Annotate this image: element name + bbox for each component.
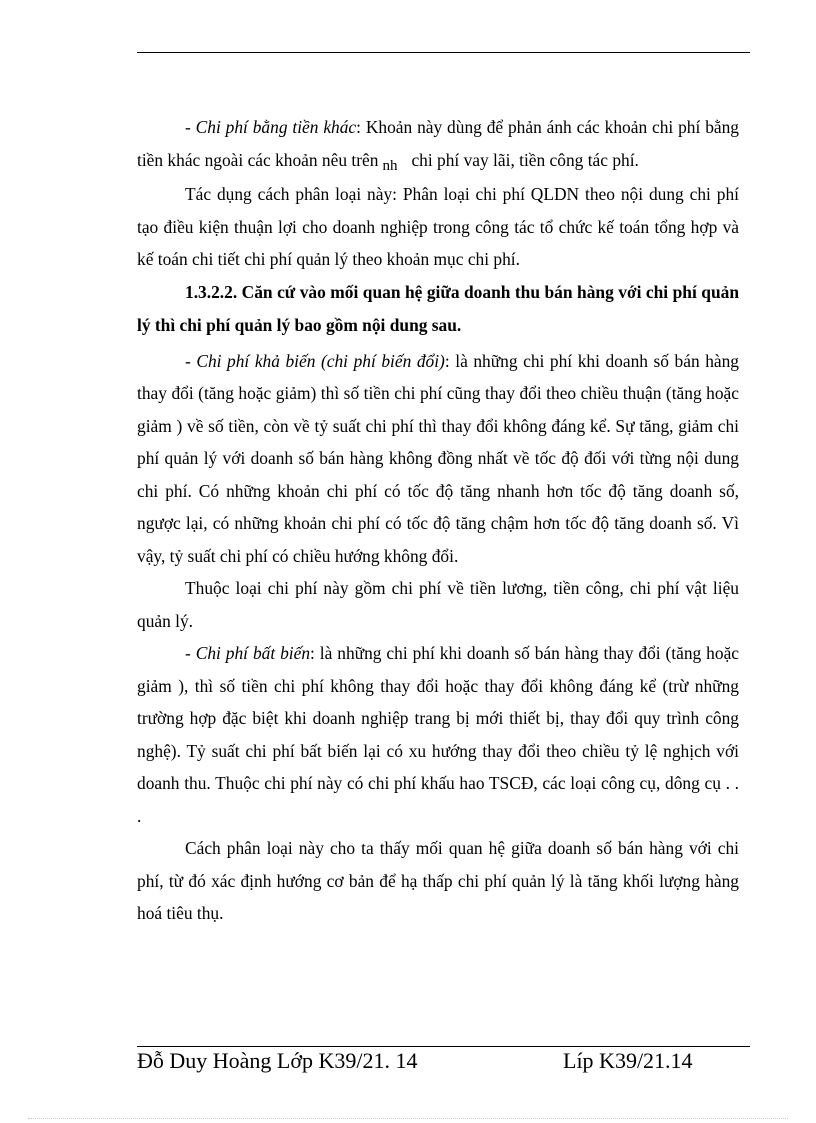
- paragraph-conclusion: Cách phân loại này cho ta thấy mối quan hệ giữa doanh số bán hàng với chi phí, từ đó xác định hướng cơ bản để hạ thấp chi phí quản lý là tăng khối lượng hàng hoá tiêu thụ.: [137, 838, 739, 923]
- paragraph-variable-cost-items: Thuộc loại chi phí này gồm chi phí về tiền lương, tiền công, chi phí vật liệu quản lý.: [137, 578, 739, 631]
- term-fixed-costs: Chi phí bất biến: [195, 643, 311, 663]
- bullet-dash: -: [185, 643, 196, 663]
- bullet-dash: -: [185, 117, 196, 137]
- footer-class: Líp K39/21.14: [563, 1048, 693, 1073]
- inline-fragment: nh: [382, 157, 398, 174]
- paragraph-text: : là những chi phí khi doanh số bán hàng thay đổi (tăng hoặc giảm ), thì số tiền chi phí không thay đổi hoặc thay đổi không đáng kể (trừ những trường hợp đặc biệt khi doanh nghiệp trang bị mới thiết bị, thay đổi quy trình công nghệ). Tỷ suất chi phí bất biến lại có xu hướng thay đổi theo chiều tỷ lệ nghịch với doanh thu. Thuộc chi phí này có chi phí khấu hao TSCĐ, các loại công cụ, dông cụ . . .: [137, 643, 740, 826]
- paragraph-variable-costs: [137, 345, 739, 573]
- footer-author: Đỗ Duy Hoàng Lớp K39/21. 14: [137, 1048, 418, 1073]
- paragraph-text: chi phí vay lãi, tiền công tác phí.: [411, 149, 639, 170]
- paragraph-other-cash-costs: [137, 111, 739, 178]
- section-heading: 1.3.2.2. Căn cứ vào mối quan hệ giữa doanh thu bán hàng với chi phí quản lý thì chi phí quản lý bao gồm nội dung sau.: [137, 281, 739, 335]
- page-bottom-dotted-line: [28, 1118, 788, 1119]
- header-rule: [137, 52, 750, 53]
- term-variable-costs: Chi phí khả biến (chi phí biến đổi): [196, 350, 445, 371]
- term-other-cash-costs: Chi phí bằng tiền khác: [195, 117, 357, 137]
- paragraph-text: : là những chi phí khi doanh số bán hàng thay đổi (tăng hoặc giảm) thì số tiền chi phí cũng thay đổi theo chiều thuận (tăng hoặc giảm ) về số tiền, còn về tỷ suất chi phí thì thay đổi không đáng kể. Sự tăng, giảm chi phí quản lý với doanh số bán hàng không đồng nhất về tốc độ đối với từng nội dung chi phí. Có những khoản chi phí có tốc độ tăng nhanh hơn tốc độ tăng doanh số, ngược lại, có những khoản chi phí có tốc độ tăng chậm hơn tốc độ tăng doanh số. Vì vậy, tỷ suất chi phí có chiều hướng không đổi.: [137, 350, 740, 566]
- document-body: [137, 111, 739, 930]
- paragraph-classification-effect: Tác dụng cách phân loại này: Phân loại chi phí QLDN theo nội dung chi phí tạo điều kiện thuận lợi cho doanh nghiệp trong công tác tổ chức kế toán tổng hợp và kế toán chi tiết chi phí quản lý theo khoản mục chi phí.: [137, 184, 739, 269]
- bullet-dash: -: [185, 350, 197, 371]
- paragraph-text: : Khoản này dùng để phản ánh các khoản chi phí bằng tiền khác ngoài các khoản nêu trên: [137, 117, 739, 170]
- paragraph-fixed-costs: [137, 637, 739, 832]
- page-footer: [137, 1044, 750, 1078]
